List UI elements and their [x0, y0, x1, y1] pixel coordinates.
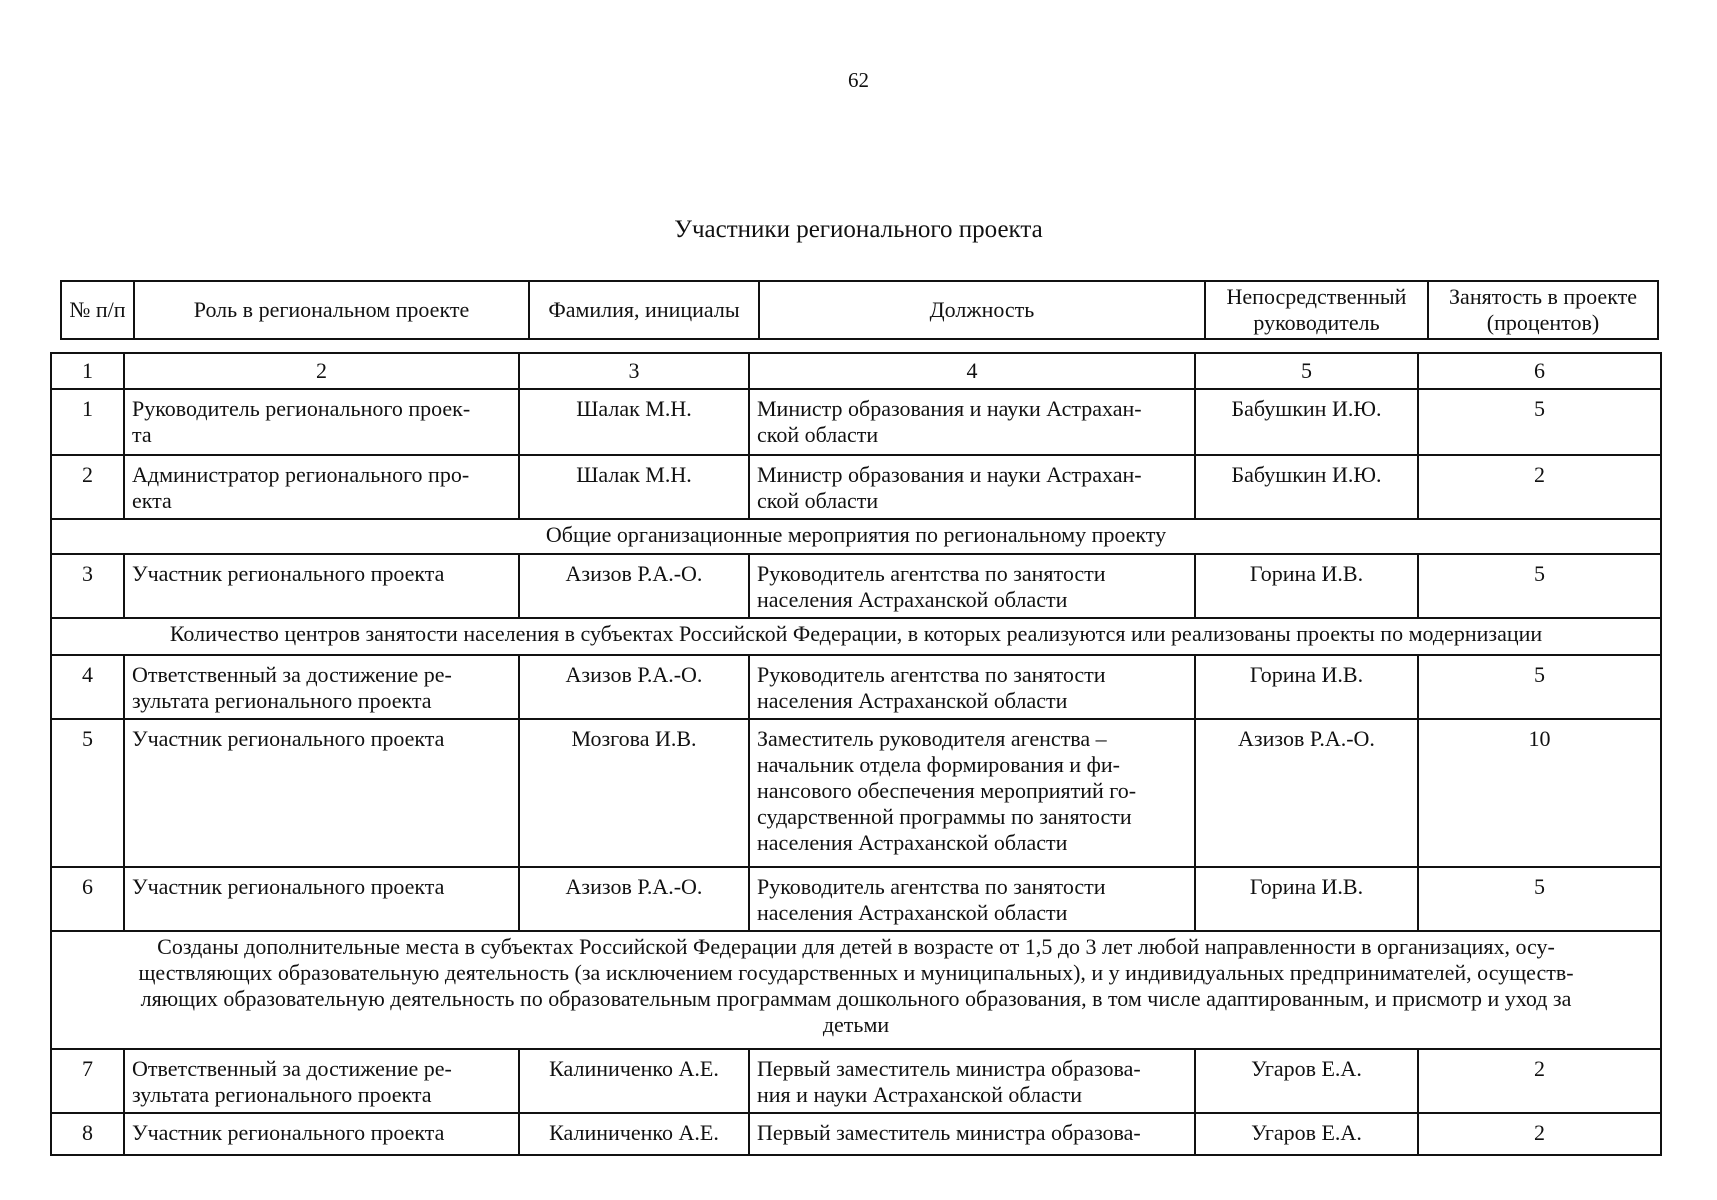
- row-position: Руководитель агентства по занятости населения Астраханской области: [749, 554, 1195, 618]
- section-row: [51, 519, 1661, 554]
- row-name: Азизов Р.А.-О.: [519, 655, 749, 719]
- table-row: [51, 455, 1661, 519]
- row-number: 6: [51, 867, 124, 931]
- section-row: [51, 618, 1661, 655]
- table-row: [51, 719, 1661, 867]
- column-number: 6: [1418, 353, 1661, 389]
- row-supervisor: Горина И.В.: [1195, 554, 1418, 618]
- row-role: Ответственный за достижение ре- зультата регионального проекта: [124, 655, 519, 719]
- table-row: [51, 1113, 1661, 1155]
- section-title: Созданы дополнительные места в субъектах Российской Федерации для детей в возрасте от 1,5 до 3 лет любой направленности в организациях, осу- ществляющих образовательную деятельность (за исключением государственных и муниципальных), и у индивидуальных предпринимателей, осуществ- ляющих образовательную деятельность по образовательным программам дошкольного образования, в том числе адаптированным, и присмотр и уход за детьми: [51, 931, 1661, 1049]
- row-employment: 5: [1418, 554, 1661, 618]
- row-role: Руководитель регионального проек- та: [124, 389, 519, 455]
- table-row: [51, 389, 1661, 455]
- column-number: 4: [749, 353, 1195, 389]
- row-name: Шалак М.Н.: [519, 455, 749, 519]
- row-role: Ответственный за достижение ре- зультата регионального проекта: [124, 1049, 519, 1113]
- row-employment: 10: [1418, 719, 1661, 867]
- table-row: [51, 554, 1661, 618]
- header-num: № п/п: [61, 281, 134, 339]
- row-name: Калиниченко А.Е.: [519, 1049, 749, 1113]
- row-number: 3: [51, 554, 124, 618]
- header-employment: Занятость в проекте (процентов): [1428, 281, 1658, 339]
- row-supervisor: Угаров Е.А.: [1195, 1113, 1418, 1155]
- section-row: [51, 931, 1661, 1049]
- page-number: 62: [848, 68, 869, 92]
- row-supervisor: Бабушкин И.Ю.: [1195, 389, 1418, 455]
- header-role: Роль в региональном проекте: [134, 281, 529, 339]
- table-row: [51, 655, 1661, 719]
- header-position: Должность: [759, 281, 1205, 339]
- row-name: Мозгова И.В.: [519, 719, 749, 867]
- column-number: 3: [519, 353, 749, 389]
- row-supervisor: Угаров Е.А.: [1195, 1049, 1418, 1113]
- row-number: 2: [51, 455, 124, 519]
- row-employment: 2: [1418, 1049, 1661, 1113]
- header-table: [60, 280, 1659, 340]
- row-position: Министр образования и науки Астрахан- ской области: [749, 389, 1195, 455]
- row-role: Участник регионального проекта: [124, 1113, 519, 1155]
- row-supervisor: Бабушкин И.Ю.: [1195, 455, 1418, 519]
- column-number: 1: [51, 353, 124, 389]
- row-number: 1: [51, 389, 124, 455]
- row-number: 4: [51, 655, 124, 719]
- participants-table: [50, 352, 1662, 1156]
- header-row: [61, 281, 1658, 339]
- table-row: [51, 867, 1661, 931]
- row-position: Руководитель агентства по занятости населения Астраханской области: [749, 655, 1195, 719]
- row-role: Участник регионального проекта: [124, 719, 519, 867]
- row-employment: 5: [1418, 389, 1661, 455]
- row-number: 8: [51, 1113, 124, 1155]
- row-number: 7: [51, 1049, 124, 1113]
- row-supervisor: Горина И.В.: [1195, 867, 1418, 931]
- row-employment: 2: [1418, 1113, 1661, 1155]
- row-name: Азизов Р.А.-О.: [519, 554, 749, 618]
- column-number: 5: [1195, 353, 1418, 389]
- row-role: Участник регионального проекта: [124, 867, 519, 931]
- section-title: Общие организационные мероприятия по региональному проекту: [51, 519, 1661, 554]
- row-employment: 5: [1418, 867, 1661, 931]
- row-supervisor: Горина И.В.: [1195, 655, 1418, 719]
- row-position: Первый заместитель министра образова- ния и науки Астраханской области: [749, 1049, 1195, 1113]
- header-name: Фамилия, инициалы: [529, 281, 759, 339]
- row-position: Первый заместитель министра образова-: [749, 1113, 1195, 1155]
- row-employment: 2: [1418, 455, 1661, 519]
- row-supervisor: Азизов Р.А.-О.: [1195, 719, 1418, 867]
- section-title: Количество центров занятости населения в субъектах Российской Федерации, в которых реализуются или реализованы проекты по модернизации: [51, 618, 1661, 655]
- row-number: 5: [51, 719, 124, 867]
- row-employment: 5: [1418, 655, 1661, 719]
- row-position: Заместитель руководителя агенства – начальник отдела формирования и фи- нансового обеспечения мероприятий го- сударственной программы по занятости населения Астраханской области: [749, 719, 1195, 867]
- table-row: [51, 1049, 1661, 1113]
- row-name: Калиниченко А.Е.: [519, 1113, 749, 1155]
- header-supervisor: Непосредственный руководитель: [1205, 281, 1428, 339]
- row-name: Азизов Р.А.-О.: [519, 867, 749, 931]
- column-number: 2: [124, 353, 519, 389]
- row-role: Участник регионального проекта: [124, 554, 519, 618]
- row-name: Шалак М.Н.: [519, 389, 749, 455]
- row-role: Администратор регионального про- екта: [124, 455, 519, 519]
- row-position: Министр образования и науки Астрахан- ской области: [749, 455, 1195, 519]
- column-numbers-row: [51, 353, 1661, 389]
- document-title: Участники регионального проекта: [674, 216, 1043, 243]
- row-position: Руководитель агентства по занятости населения Астраханской области: [749, 867, 1195, 931]
